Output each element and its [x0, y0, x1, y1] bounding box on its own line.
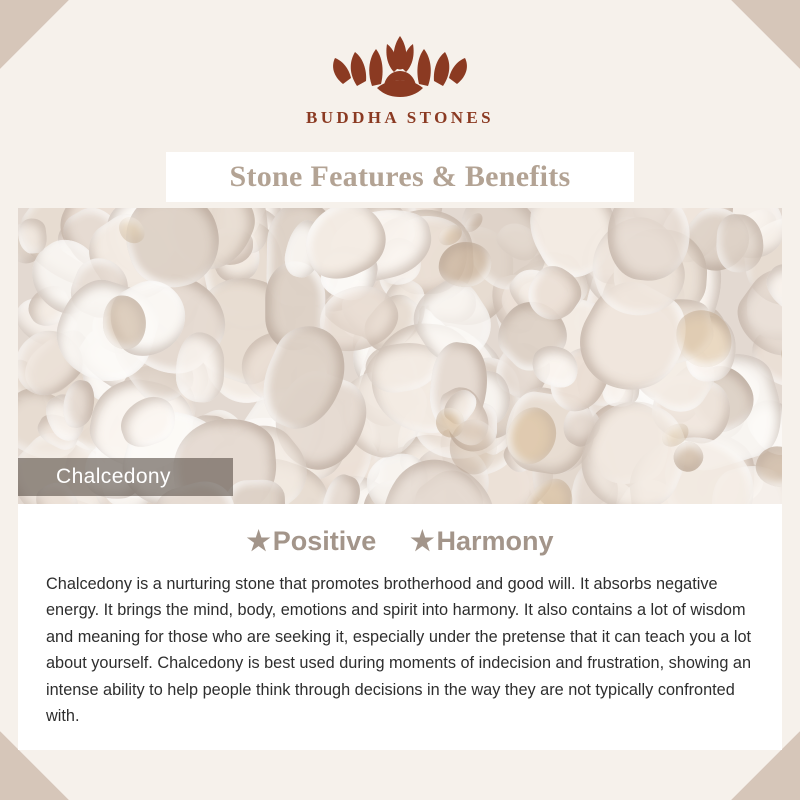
title-band — [18, 152, 782, 202]
benefit-tags — [40, 526, 760, 557]
photo-caption-tab — [18, 458, 233, 496]
benefit-tag-positive — [246, 526, 376, 557]
stone-photo — [18, 208, 782, 504]
star-icon: ★ — [410, 526, 435, 556]
poster-inner — [18, 18, 782, 782]
brand-header — [18, 18, 782, 146]
star-icon: ★ — [246, 526, 271, 556]
benefit-tag-harmony — [410, 526, 553, 557]
brand-name: BUDDHA STONES — [306, 108, 494, 127]
benefit-tag-label: Positive — [272, 526, 377, 556]
benefit-tag-label: Harmony — [436, 526, 554, 556]
benefits-description: Chalcedony is a nurturing stone that promotes brotherhood and good will. It absorbs negative energy. It brings the mind, body, emotions and spirit into harmony. It also contains a lot of wisdom and meaning for those who are seeking it, especially under the pretense that it can teach you a lot about yourself. Chalcedony is best used during moments of indecision and frustration, showing an intense ability to help people think through decisions in the way they are not typically confronted with. — [46, 575, 752, 725]
lotus-meditation-figure-icon — [325, 28, 475, 106]
stone-name-label: Chalcedony — [56, 465, 171, 488]
page-title: Stone Features & Benefits — [229, 160, 571, 193]
benefits-panel — [18, 504, 782, 750]
